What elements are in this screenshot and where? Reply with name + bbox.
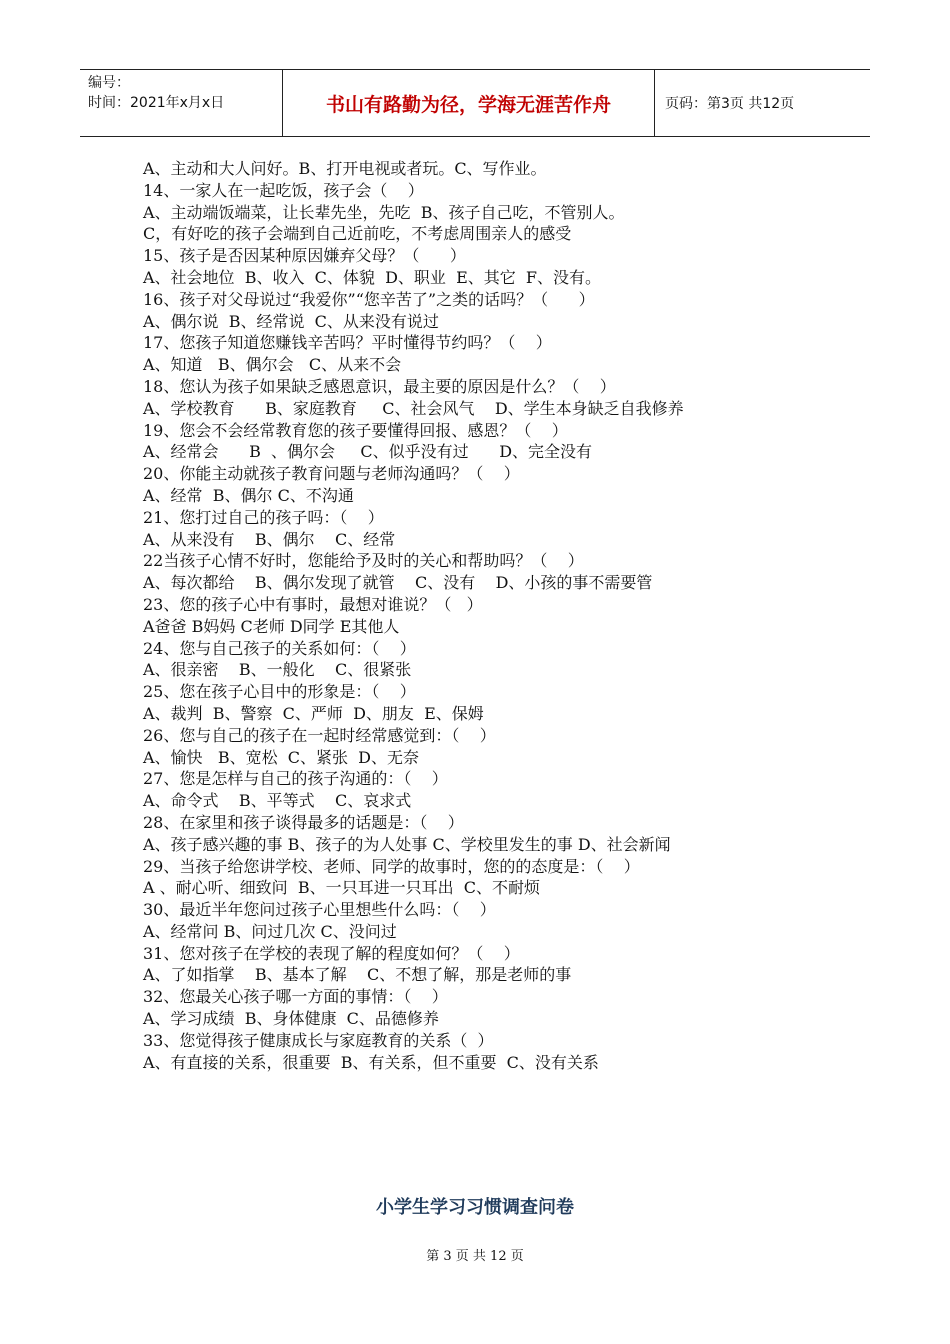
question-line: A、裁判 B、警察 C、严师 D、朋友 E、保姆 xyxy=(143,703,484,723)
question-line: A、学校教育 B、家庭教育 C、社会风气 D、学生本身缺乏自我修养 xyxy=(143,398,684,418)
question-line: 21、您打过自己的孩子吗：（ ） xyxy=(143,507,384,527)
question-line: A、命令式 B、平等式 C、哀求式 xyxy=(143,791,412,811)
question-line: A、主动和大人问好。B、打开电视或者玩。C、写作业。 xyxy=(143,159,547,178)
page-header xyxy=(80,69,870,137)
question-line: A、有直接的关系，很重要 B、有关系，但不重要 C、没有关系 xyxy=(143,1052,599,1072)
question-line: A、经常会 B 、偶尔会 C、似乎没有过 D、完全没有 xyxy=(143,442,593,462)
question-line: A 、耐心听、细致问 B、一只耳进一只耳出 C、不耐烦 xyxy=(143,878,540,898)
question-line: A、学习成绩 B、身体健康 C、品德修养 xyxy=(143,1009,439,1029)
question-line: A、愉快 B、宽松 C、紧张 D、无奈 xyxy=(143,747,419,767)
question-line: 19、您会不会经常教育您的孩子要懂得回报、感恩？（ ） xyxy=(143,420,568,440)
question-line: 32、您最关心孩子哪一方面的事情：（ ） xyxy=(143,987,448,1007)
question-line: A爸爸 B妈妈 C老师 D同学 E其他人 xyxy=(143,616,400,636)
question-line: A、经常问 B、问过几次 C、没问过 xyxy=(143,921,397,941)
question-line: 15、孩子是否因某种原因嫌弃父母？（ ） xyxy=(143,246,466,266)
question-line: 31、您对孩子在学校的表现了解的程度如何？（ ） xyxy=(143,943,520,963)
question-line: A、从来没有 B、偶尔 C、经常 xyxy=(143,529,396,549)
question-line: 22当孩子心情不好时，您能给予及时的关心和帮助吗？（ ） xyxy=(143,551,584,571)
question-line: 26、您与自己的孩子在一起时经常感觉到：（ ） xyxy=(143,725,496,745)
question-line: 27、您是怎样与自己的孩子沟通的：（ ） xyxy=(143,769,448,789)
question-line: A、孩子感兴趣的事 B、孩子的为人处事 C、学校里发生的事 D、社会新闻 xyxy=(143,834,671,854)
header-meta xyxy=(80,70,283,136)
question-line: 18、您认为孩子如果缺乏感恩意识，最主要的原因是什么？（ ） xyxy=(143,376,616,396)
question-line: A、每次都给 B、偶尔发现了就管 C、没有 D、小孩的事不需要管 xyxy=(143,573,653,593)
question-line: 30、最近半年您问过孩子心里想些什么吗：（ ） xyxy=(143,900,496,920)
question-line: 16、孩子对父母说过“我爱你”“您辛苦了”之类的话吗？（ ） xyxy=(143,289,595,309)
question-line: A、主动端饭端菜，让长辈先坐，先吃 B、孩子自己吃，不管别人。 xyxy=(143,202,625,222)
question-line: 23、您的孩子心中有事时，最想对谁说？（ ） xyxy=(143,594,483,614)
question-line: 29、当孩子给您讲学校、老师、同学的故事时，您的的态度是：（ ） xyxy=(143,856,640,876)
question-line: C，有好吃的孩子会端到自己近前吃，不考虑周围亲人的感受 xyxy=(143,224,572,244)
question-line: 33、您觉得孩子健康成长与家庭教育的关系（ ） xyxy=(143,1030,494,1050)
question-line: 25、您在孩子心目中的形象是：（ ） xyxy=(143,682,416,702)
page-footer: 第 3 页 共 12 页 xyxy=(426,1249,524,1264)
questionnaire-body xyxy=(143,158,843,1073)
question-line: 24、您与自己孩子的关系如何：（ ） xyxy=(143,638,416,658)
question-line: 14、一家人在一起吃饭，孩子会（ ） xyxy=(143,180,424,200)
question-line: A、了如指掌 B、基本了解 C、不想了解，那是老师的事 xyxy=(143,965,572,985)
question-line: 17、您孩子知道您赚钱辛苦吗？平时懂得节约吗？（ ） xyxy=(143,333,552,353)
question-line: A、知道 B、偶尔会 C、从来不会 xyxy=(143,355,402,375)
question-line: 28、在家里和孩子谈得最多的话题是：（ ） xyxy=(143,812,464,832)
question-line: A、社会地位 B、收入 C、体貌 D、职业 E、其它 F、没有。 xyxy=(143,267,602,287)
document-time-label: 时间：2021年x月x日 xyxy=(88,95,225,111)
header-motto: 书山有路勤为径，学海无涯苦作舟 xyxy=(283,70,655,136)
question-line: A、偶尔说 B、经常说 C、从来没有说过 xyxy=(143,311,439,331)
question-line: A、很亲密 B、一般化 C、很紧张 xyxy=(143,660,412,680)
header-page-number: 页码：第3页 共12页 xyxy=(665,96,795,112)
document-number-label: 编号： xyxy=(88,75,130,91)
section-title: 小学生学习习惯调查问卷 xyxy=(376,1197,574,1218)
question-line: A、经常 B、偶尔 C、不沟通 xyxy=(143,485,354,505)
question-line: 20、你能主动就孩子教育问题与老师沟通吗？（ ） xyxy=(143,464,520,484)
